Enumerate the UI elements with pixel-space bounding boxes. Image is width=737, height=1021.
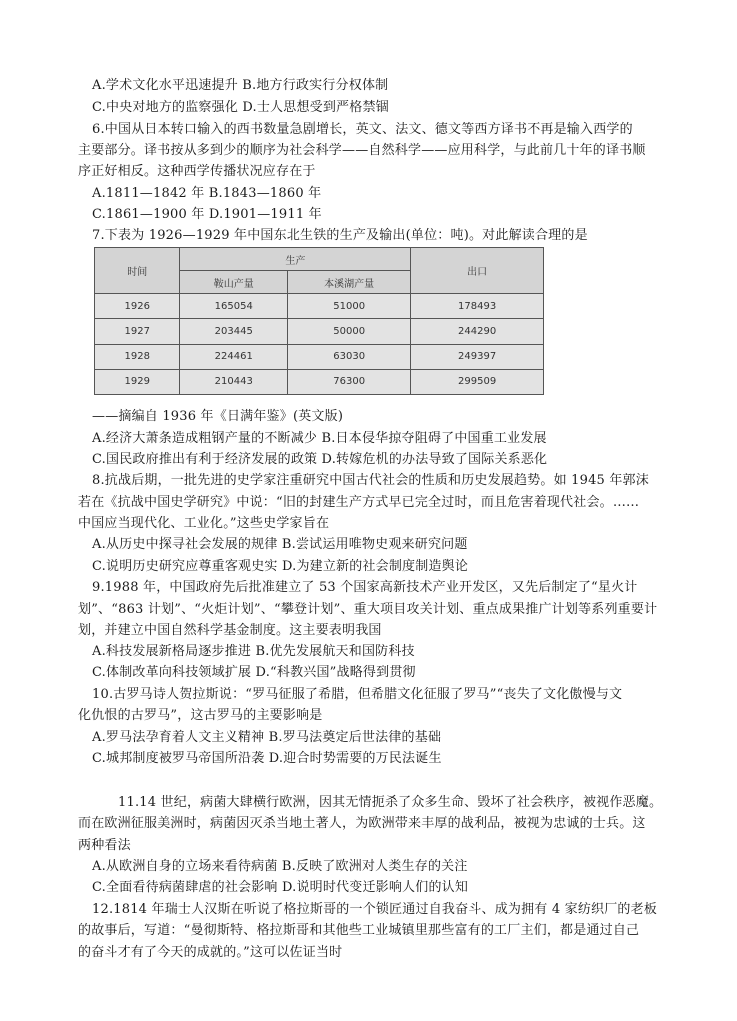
q8-options-ab: A.从历史中探寻社会发展的规律 B.尝试运用唯物史观来研究问题 [92,537,468,552]
q9-stem-line-1: 9.1988 年，中国政府先后批准建立了 53 个国家高新技术产业开发区，又先后制定了“星火计 [92,580,638,595]
cell-benxihu: 76300 [288,369,411,394]
header-time: 时间 [95,248,180,294]
header-export: 出口 [411,248,544,294]
pig-iron-table [94,247,544,395]
q8-stem-line-1: 8.抗战后期，一批先进的史学家注重研究中国古代社会的性质和历史发展趋势。如 1945 年郭沫 [92,473,649,488]
cell-year: 1929 [95,369,180,394]
q8-stem-line-2: 若在《抗战中国史学研究》中说：“旧的封建生产方式早已完全过时，而且危害着现代社会。…… [78,495,640,510]
cell-year: 1928 [95,344,180,369]
q8-stem-line-3: 中国应当现代化、工业化。”这些史学家旨在 [78,516,330,531]
cell-export: 178493 [411,294,544,319]
cell-year: 1926 [95,294,180,319]
q10-stem-line-2: 化仇恨的古罗马”，这古罗马的主要影响是 [78,708,323,723]
q9-options-ab: A.科技发展新格局逐步推进 B.优先发展航天和国防科技 [92,644,415,659]
cell-export: 249397 [411,344,544,369]
table-row [95,369,544,394]
q7-options-ab: A.经济大萧条造成粗钢产量的不断减少 B.日本侵华掠夺阻碍了中国重工业发展 [92,431,547,446]
table-row [95,294,544,319]
q11-stem-line-2: 而在欧洲征服美洲时，病菌因灭杀当地土著人，为欧洲带来丰厚的战利品，被视为忠诚的士兵。这 [78,816,646,831]
q7-options-cd: C.国民政府推出有利于经济发展的政策 D.转嫁危机的办法导致了国际关系恶化 [92,452,548,467]
header-anshan: 鞍山产量 [180,271,288,294]
cell-anshan: 224461 [180,344,288,369]
q11-options-cd: C.全面看待病菌肆虐的社会影响 D.说明时代变迁影响人们的认知 [92,880,469,895]
q10-stem-line-1: 10.古罗马诗人贺拉斯说：“罗马征服了希腊，但希腊文化征服了罗马”“丧失了文化傲慢与文 [92,687,623,702]
table-row [95,319,544,344]
q9-options-cd: C.体制改革向科技领域扩展 D.“科教兴国”战略得到贯彻 [92,665,416,680]
q10-options-cd: C.城邦制度被罗马帝国所沿袭 D.迎合时势需要的万民法诞生 [92,751,442,766]
q11-options-ab: A.从欧洲自身的立场来看待病菌 B.反映了欧洲对人类生存的关注 [92,859,468,874]
q6-stem-line-1: 6.中国从日本转口输入的西书数量急剧增长，英文、法文、德文等西方译书不再是输入西学的 [92,122,633,137]
q6-stem-line-2: 主要部分。译书按从多到少的顺序为社会科学——自然科学——应用科学，与此前几十年的译书顺 [78,143,646,158]
cell-anshan: 165054 [180,294,288,319]
q12-stem-line-2: 的故事后，写道：“曼彻斯特、格拉斯哥和其他些工业城镇里那些富有的工厂主们，都是通过自己 [78,923,640,938]
header-production: 生产 [180,248,411,271]
q10-options-ab: A.罗马法孕育着人文主义精神 B.罗马法奠定后世法律的基础 [92,730,442,745]
q5-options-cd: C.中央对地方的监察强化 D.士人思想受到严格禁锢 [92,100,389,115]
table-row [95,344,544,369]
cell-benxihu: 51000 [288,294,411,319]
q11-stem-line-1: 11.14 世纪，病菌大肆横行欧洲，因其无情扼杀了众多生命、毁坏了社会秩序，被视作恶魔。 [118,795,663,810]
q9-stem-line-2: 划”、“863 计划”、“火炬计划”、“攀登计划”、重大项目攻关计划、重点成果推广计划等系列重要计 [78,602,658,617]
cell-year: 1927 [95,319,180,344]
cell-anshan: 210443 [180,369,288,394]
q9-stem-line-3: 划，并建立中国自然科学基金制度。这主要表明我国 [78,623,382,638]
q12-stem-line-3: 的奋斗才有了今天的成就的。”这可以佐证当时 [78,945,343,960]
cell-export: 299509 [411,369,544,394]
cell-benxihu: 50000 [288,319,411,344]
q6-stem-line-3: 序正好相反。这种西学传播状况应存在于 [78,164,316,179]
q6-options-ab: A.1811—1842 年 B.1843—1860 年 [92,186,322,201]
q7-stem: 7.下表为 1926—1929 年中国东北生铁的生产及输出(单位：吨)。对此解读合理的是 [92,228,588,243]
q6-options-cd: C.1861—1900 年 D.1901—1911 年 [92,207,322,222]
cell-anshan: 203445 [180,319,288,344]
q11-stem-line-3: 两种看法 [78,838,131,853]
cell-benxihu: 63030 [288,344,411,369]
header-benxihu: 本溪湖产量 [288,271,411,294]
cell-export: 244290 [411,319,544,344]
q5-options-ab: A.学术文化水平迅速提升 B.地方行政实行分权体制 [92,78,389,93]
q12-stem-line-1: 12.1814 年瑞士人汉斯在听说了格拉斯哥的一个锁匠通过自我奋斗、成为拥有 4 家纺织厂的老板 [92,902,658,917]
q7-source: ——摘编自 1936 年《日满年鉴》(英文版) [92,409,344,424]
q8-options-cd: C.说明历史研究应尊重客观史实 D.为建立新的社会制度制造舆论 [92,559,469,574]
